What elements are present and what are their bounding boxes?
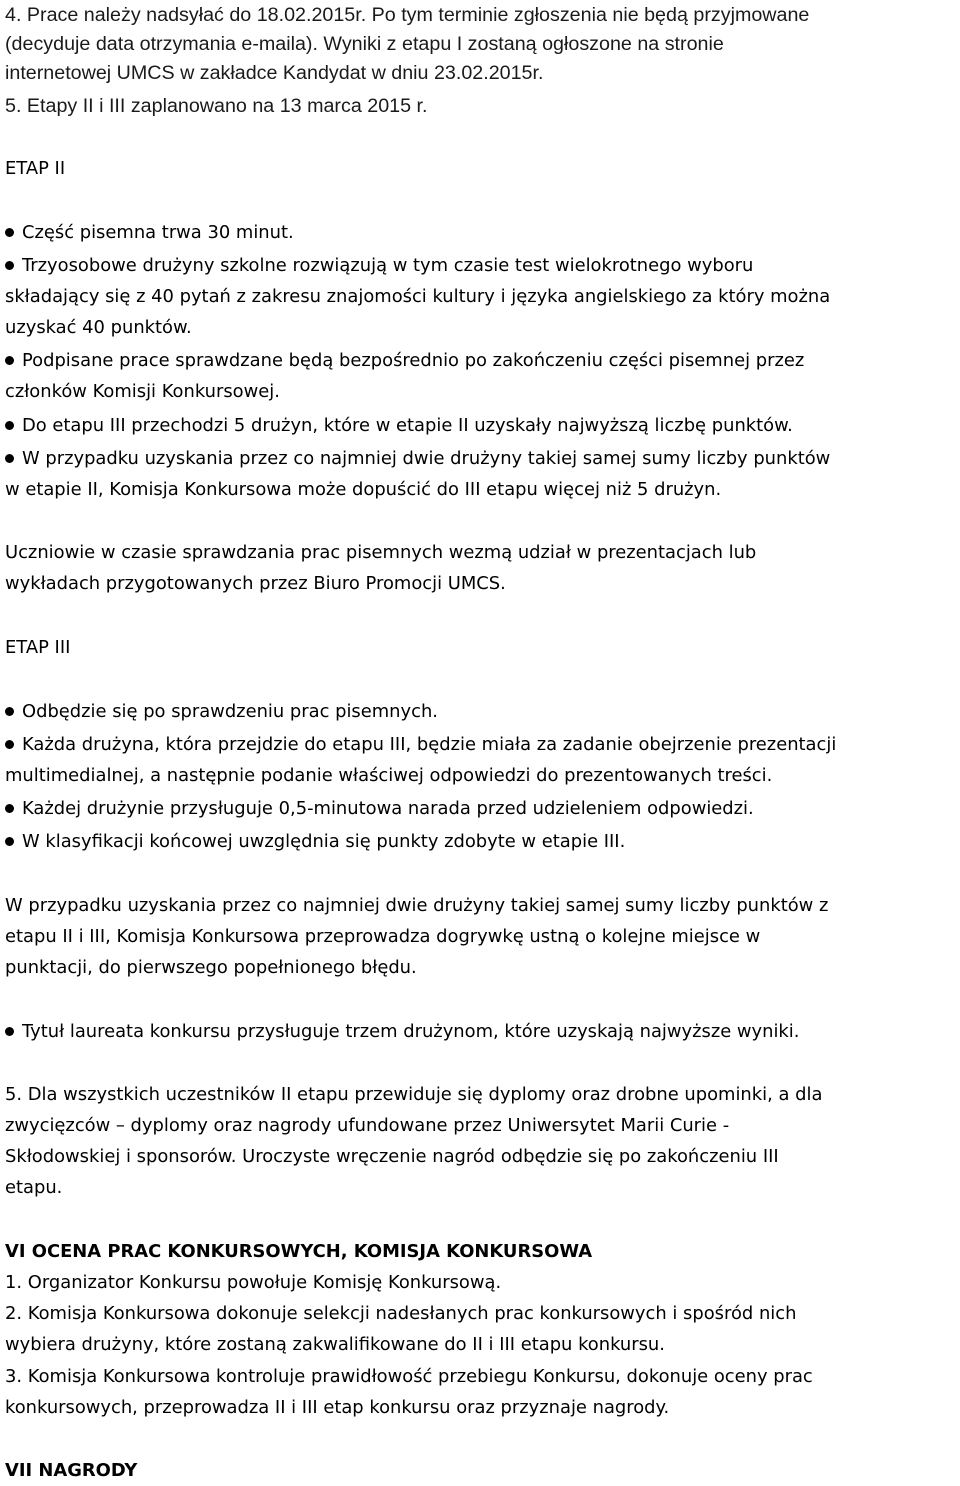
intro-line: (decyduje data otrzymania e-maila). Wyniki z etapu I zostaną ogłoszone na stronie bbox=[5, 33, 724, 55]
bullet-dot-icon bbox=[5, 454, 14, 463]
section6-line: wybiera drużyny, które zostaną zakwalifikowane do II i III etapu konkursu. bbox=[5, 1334, 665, 1355]
etap2-bullet-line: uzyskać 40 punktów. bbox=[5, 317, 192, 338]
bullet-dot-icon bbox=[5, 356, 14, 365]
bullet-dot-icon bbox=[5, 421, 14, 430]
etap3-bullet-line: Każda drużyna, która przejdzie do etapu III, będzie miała za zadanie obejrzenie prezentacji bbox=[22, 734, 837, 755]
etap2-bullet-line: składający się z 40 pytań z zakresu znajomości kultury i języka angielskiego za który można bbox=[5, 286, 831, 307]
etap2-note-line: wykładach przygotowanych przez Biuro Promocji UMCS. bbox=[5, 573, 506, 594]
bullet-dot-icon bbox=[5, 837, 14, 846]
etap2-note-line: Uczniowie w czasie sprawdzania prac pisemnych wezmą udział w prezentacjach lub bbox=[5, 542, 757, 563]
bullet-dot-icon bbox=[5, 261, 14, 270]
etap2-bullet-line: w etapie II, Komisja Konkursowa może dopuścić do III etapu więcej niż 5 drużyn. bbox=[5, 479, 722, 500]
awards-line: zwycięzców – dyplomy oraz nagrody ufundowane przez Uniwersytet Marii Curie - bbox=[5, 1115, 730, 1136]
etap3-bullet-line: Każdej drużynie przysługuje 0,5-minutowa narada przed udzieleniem odpowiedzi. bbox=[22, 798, 754, 819]
section6-line: konkursowych, przeprowadza II i III etap konkursu oraz przyznaje nagrody. bbox=[5, 1397, 670, 1418]
bullet-dot-icon bbox=[5, 804, 14, 813]
section6-line: 2. Komisja Konkursowa dokonuje selekcji nadesłanych prac konkursowych i spośród nich bbox=[5, 1303, 797, 1324]
etap2-heading: ETAP II bbox=[5, 158, 66, 179]
awards-line: Skłodowskiej i sponsorów. Uroczyste wręczenie nagród odbędzie się po zakończeniu III bbox=[5, 1146, 779, 1167]
intro-line: internetowej UMCS w zakładce Kandydat w dniu 23.02.2015r. bbox=[5, 62, 544, 84]
bullet-dot-icon bbox=[5, 707, 14, 716]
section6-heading: VI OCENA PRAC KONKURSOWYCH, KOMISJA KONKURSOWA bbox=[5, 1241, 593, 1262]
etap2-bullet-line: Trzyosobowe drużyny szkolne rozwiązują w tym czasie test wielokrotnego wyboru bbox=[22, 255, 754, 276]
section6-line: 3. Komisja Konkursowa kontroluje prawidłowość przebiegu Konkursu, dokonuje oceny prac bbox=[5, 1366, 813, 1387]
intro-line: 5. Etapy II i III zaplanowano na 13 marca 2015 r. bbox=[5, 95, 428, 117]
laureate-bullet-line: Tytuł laureata konkursu przysługuje trzem drużynom, które uzyskają najwyższe wyniki. bbox=[22, 1021, 800, 1042]
awards-line: etapu. bbox=[5, 1177, 63, 1198]
etap2-bullet-line: członków Komisji Konkursowej. bbox=[5, 381, 280, 402]
etap3-tie-line: etapu II i III, Komisja Konkursowa przeprowadza dogrywkę ustną o kolejne miejsce w bbox=[5, 926, 761, 947]
bullet-dot-icon bbox=[5, 1027, 14, 1036]
section7-heading: VII NAGRODY bbox=[5, 1460, 138, 1481]
intro-line: 4. Prace należy nadsyłać do 18.02.2015r. Po tym terminie zgłoszenia nie będą przyjmowane bbox=[5, 4, 810, 26]
bullet-dot-icon bbox=[5, 740, 14, 749]
awards-line: 5. Dla wszystkich uczestników II etapu przewiduje się dyplomy oraz drobne upominki, a dla bbox=[5, 1084, 823, 1105]
etap2-bullet-line: Do etapu III przechodzi 5 drużyn, które w etapie II uzyskały najwyższą liczbę punktów. bbox=[22, 415, 793, 436]
bullet-dot-icon bbox=[5, 228, 14, 237]
etap3-tie-line: W przypadku uzyskania przez co najmniej dwie drużyny takiej samej sumy liczby punktów z bbox=[5, 895, 829, 916]
etap3-bullet-line: W klasyfikacji końcowej uwzględnia się punkty zdobyte w etapie III. bbox=[22, 831, 626, 852]
etap3-heading: ETAP III bbox=[5, 637, 71, 658]
etap2-bullet-line: Podpisane prace sprawdzane będą bezpośrednio po zakończeniu części pisemnej przez bbox=[22, 350, 805, 371]
section6-line: 1. Organizator Konkursu powołuje Komisję Konkursową. bbox=[5, 1272, 502, 1293]
etap3-bullet-line: multimedialnej, a następnie podanie właściwej odpowiedzi do prezentowanych treści. bbox=[5, 765, 773, 786]
etap3-bullet-line: Odbędzie się po sprawdzeniu prac pisemnych. bbox=[22, 701, 438, 722]
etap2-bullet-line: Część pisemna trwa 30 minut. bbox=[22, 222, 294, 243]
etap3-tie-line: punktacji, do pierwszego popełnionego błędu. bbox=[5, 957, 417, 978]
etap2-bullet-line: W przypadku uzyskania przez co najmniej dwie drużyny takiej samej sumy liczby punktów bbox=[22, 448, 831, 469]
